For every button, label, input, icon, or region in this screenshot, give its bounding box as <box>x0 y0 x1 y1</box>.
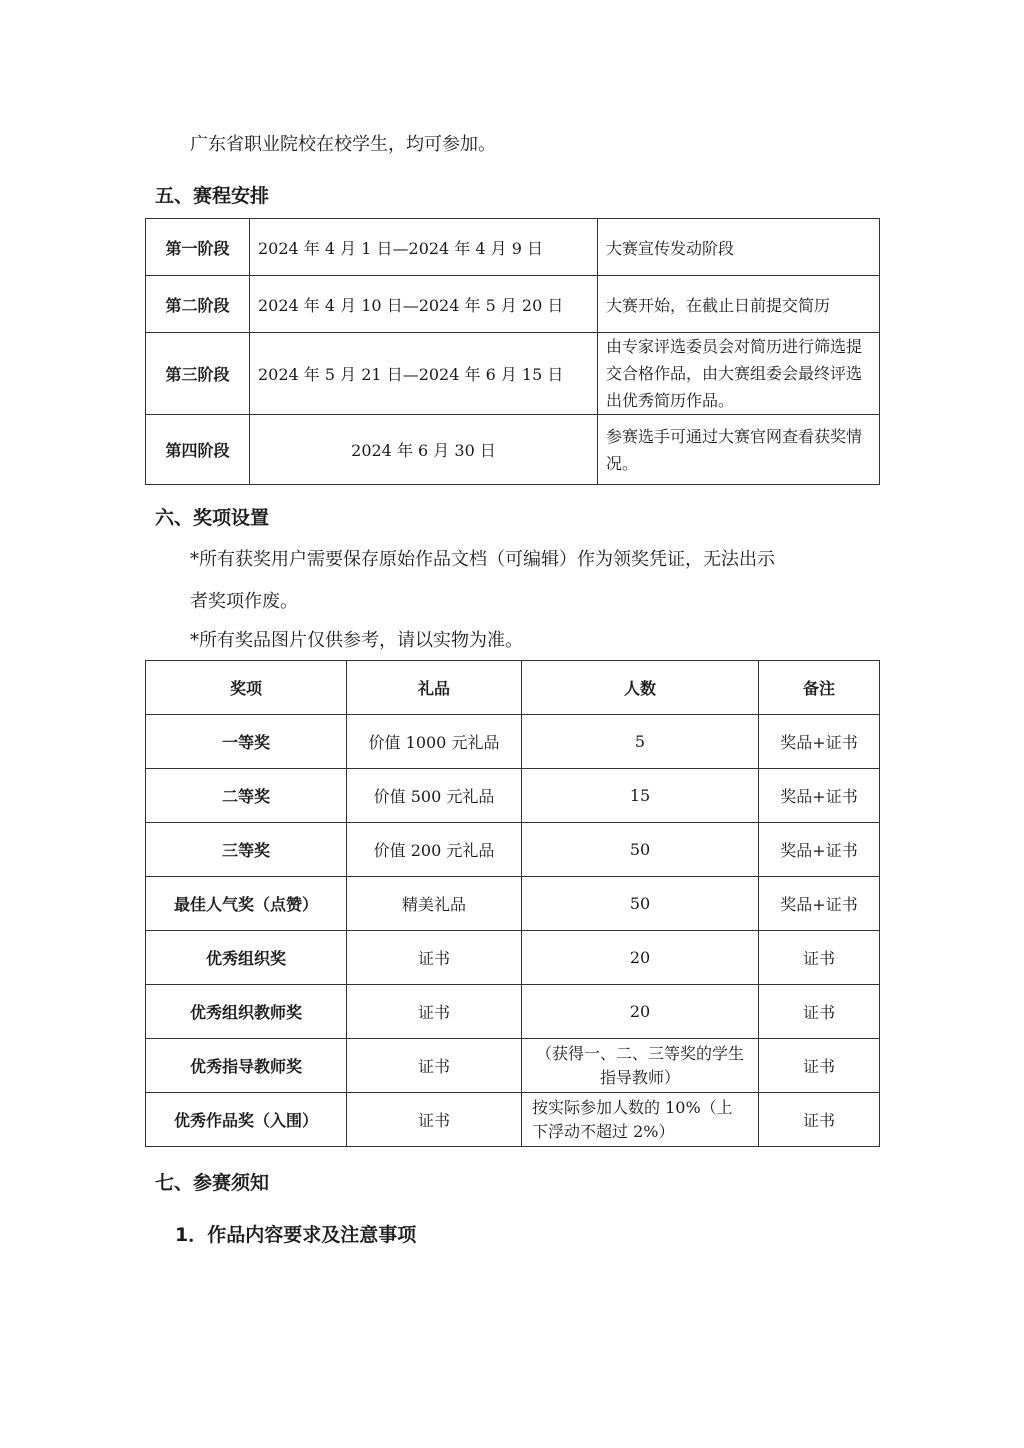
remark-cell: 奖品+证书 <box>759 769 880 823</box>
award-row <box>146 1093 880 1147</box>
section5-heading: 五、赛程安排 <box>155 185 270 207</box>
award-cell: 二等奖 <box>146 769 347 823</box>
award-row <box>146 931 880 985</box>
award-cell: 优秀指导教师奖 <box>146 1039 347 1093</box>
remark-cell: 证书 <box>759 985 880 1039</box>
schedule-row <box>146 219 880 276</box>
section7-heading: 七、参赛须知 <box>155 1172 270 1194</box>
gift-cell: 证书 <box>347 1039 522 1093</box>
count-cell: 5 <box>522 715 759 769</box>
award-row <box>146 715 880 769</box>
award-cell: 一等奖 <box>146 715 347 769</box>
award-row <box>146 877 880 931</box>
award-cell: 优秀作品奖（入围） <box>146 1093 347 1147</box>
stage-cell: 第二阶段 <box>146 276 250 333</box>
award-note-2: *所有奖品图片仅供参考，请以实物为准。 <box>190 630 523 651</box>
schedule-row <box>146 415 880 485</box>
awards-header-row <box>146 661 880 715</box>
gift-cell: 证书 <box>347 985 522 1039</box>
header-award: 奖项 <box>146 661 347 715</box>
award-row <box>146 1039 880 1093</box>
section6-heading: 六、奖项设置 <box>155 507 270 529</box>
award-cell: 最佳人气奖（点赞） <box>146 877 347 931</box>
gift-cell: 精美礼品 <box>347 877 522 931</box>
count-cell: 15 <box>522 769 759 823</box>
gift-cell: 证书 <box>347 931 522 985</box>
gift-cell: 价值 200 元礼品 <box>347 823 522 877</box>
remark-cell: 奖品+证书 <box>759 823 880 877</box>
award-cell: 三等奖 <box>146 823 347 877</box>
schedule-row <box>146 333 880 415</box>
remark-cell: 证书 <box>759 1093 880 1147</box>
desc-cell: 大赛宣传发动阶段 <box>598 219 880 276</box>
desc-cell: 大赛开始，在截止日前提交简历 <box>598 276 880 333</box>
remark-cell: 证书 <box>759 1039 880 1093</box>
date-cell: 2024 年 6 月 30 日 <box>250 415 598 485</box>
date-cell: 2024 年 4 月 1 日—2024 年 4 月 9 日 <box>250 219 598 276</box>
award-row <box>146 823 880 877</box>
header-remark: 备注 <box>759 661 880 715</box>
count-cell: 50 <box>522 823 759 877</box>
count-cell: （获得一、二、三等奖的学生指导教师） <box>522 1039 759 1093</box>
stage-cell: 第一阶段 <box>146 219 250 276</box>
date-cell: 2024 年 5 月 21 日—2024 年 6 月 15 日 <box>250 333 598 415</box>
stage-cell: 第三阶段 <box>146 333 250 415</box>
desc-cell: 由专家评选委员会对简历进行筛选提交合格作品，由大赛组委会最终评选出优秀简历作品。 <box>598 333 880 415</box>
award-row <box>146 985 880 1039</box>
count-cell: 20 <box>522 931 759 985</box>
award-row <box>146 769 880 823</box>
award-cell: 优秀组织教师奖 <box>146 985 347 1039</box>
award-note-line2: 者奖项作废。 <box>190 591 298 612</box>
count-cell: 按实际参加人数的 10%（上下浮动不超过 2%） <box>522 1093 759 1147</box>
remark-cell: 奖品+证书 <box>759 877 880 931</box>
awards-table <box>145 660 880 1147</box>
award-cell: 优秀组织奖 <box>146 931 347 985</box>
count-cell: 20 <box>522 985 759 1039</box>
section7-subheading: 1．作品内容要求及注意事项 <box>175 1224 417 1246</box>
intro-paragraph: 广东省职业院校在校学生，均可参加。 <box>190 134 496 155</box>
remark-cell: 奖品+证书 <box>759 715 880 769</box>
stage-cell: 第四阶段 <box>146 415 250 485</box>
header-gift: 礼品 <box>347 661 522 715</box>
schedule-row <box>146 276 880 333</box>
gift-cell: 证书 <box>347 1093 522 1147</box>
date-cell: 2024 年 4 月 10 日—2024 年 5 月 20 日 <box>250 276 598 333</box>
remark-cell: 证书 <box>759 931 880 985</box>
schedule-table <box>145 218 880 485</box>
gift-cell: 价值 500 元礼品 <box>347 769 522 823</box>
award-note-line1: *所有获奖用户需要保存原始作品文档（可编辑）作为领奖凭证，无法出示 <box>190 549 775 570</box>
gift-cell: 价值 1000 元礼品 <box>347 715 522 769</box>
header-count: 人数 <box>522 661 759 715</box>
count-cell: 50 <box>522 877 759 931</box>
desc-cell: 参赛选手可通过大赛官网查看获奖情况。 <box>598 415 880 485</box>
